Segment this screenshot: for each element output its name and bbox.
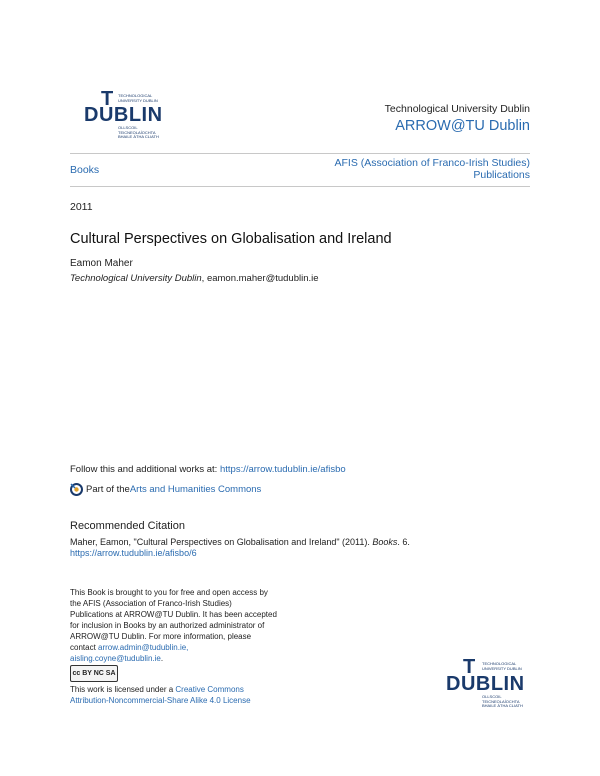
repository-link[interactable]: ARROW@TU Dublin [395, 118, 530, 134]
citation-text: Maher, Eamon, "Cultural Perspectives on Globalisation and Ireland" (2011). Books. 6. https://arrow.tudublin.ie/afisbo/6 [70, 537, 410, 558]
email-arrow-admin[interactable]: arrow.admin@tudublin.ie, [98, 643, 189, 652]
footer-logo-subtext: TECHNOLOGICAL UNIVERSITY DUBLIN [482, 661, 522, 671]
institution-name: Technological University Dublin [384, 103, 530, 115]
tu-dublin-logo [84, 88, 174, 140]
follow-url-link[interactable]: https://arrow.tudublin.ie/afisbo [219, 464, 346, 475]
cc-link[interactable]: Creative Commons [175, 685, 244, 694]
author-affiliation: Technological University Dublin, eamon.maher@tudublin.ie [70, 273, 319, 284]
part-of-line: Part of the Arts and Humanities Commons [70, 483, 261, 496]
logo-t: T [101, 88, 114, 110]
citation-heading: Recommended Citation [70, 520, 185, 532]
footer-logo-t: T [463, 656, 476, 678]
logo-subtext: TECHNOLOGICAL UNIVERSITY DUBLIN [118, 93, 158, 103]
year: 2011 [70, 201, 93, 213]
arts-humanities-link[interactable]: Arts and Humanities Commons [129, 484, 262, 495]
cc-license-link[interactable]: Attribution-Noncommercial-Share Alike 4.0 License [70, 696, 251, 705]
email-aisling[interactable]: aisling.coyne@tudublin.ie [70, 654, 161, 663]
books-link[interactable]: Books [70, 164, 100, 176]
network-icon [70, 483, 83, 496]
cc-license-badge: cc BY NC SA [70, 665, 118, 682]
divider-top [70, 153, 530, 154]
follow-line: Follow this and additional works at: https://arrow.tudublin.ie/afisbo [70, 464, 346, 475]
series-link[interactable]: AFIS (Association of Franco-Irish Studies) Publications [334, 157, 530, 181]
license-text: This work is licensed under a Creative Commons Attribution-Noncommercial-Share Alike 4.0 License [70, 685, 251, 705]
divider-bottom [70, 186, 530, 187]
logo-dublin: DUBLIN [84, 104, 163, 126]
logo-irish-subtext: OLLSCOIL TEICNEOLAÍOCHTA BHAILE ÁTHA CLIATH [118, 125, 159, 139]
author-name: Eamon Maher [70, 258, 133, 269]
tu-dublin-logo-footer [446, 656, 536, 708]
notice-text: This Book is brought to you for free and open access by the AFIS (Association of Franco-Irish Studies) Publications at ARROW@TU Dublin. It has been accepted for inclusion in Books by an authorized administrator of ARROW@TU Dublin. For more information, please contact arrow.admin@tudublin.ie, aisling.coyne@tudublin.ie. [70, 588, 277, 663]
footer-logo-dublin: DUBLIN [446, 673, 525, 695]
footer-logo-irish-subtext: OLLSCOIL TEICNEOLAÍOCHTA BHAILE ÁTHA CLIATH [482, 694, 523, 708]
page-title: Cultural Perspectives on Globalisation and Ireland [70, 231, 392, 247]
citation-url-link[interactable]: https://arrow.tudublin.ie/afisbo/6 [70, 548, 197, 558]
